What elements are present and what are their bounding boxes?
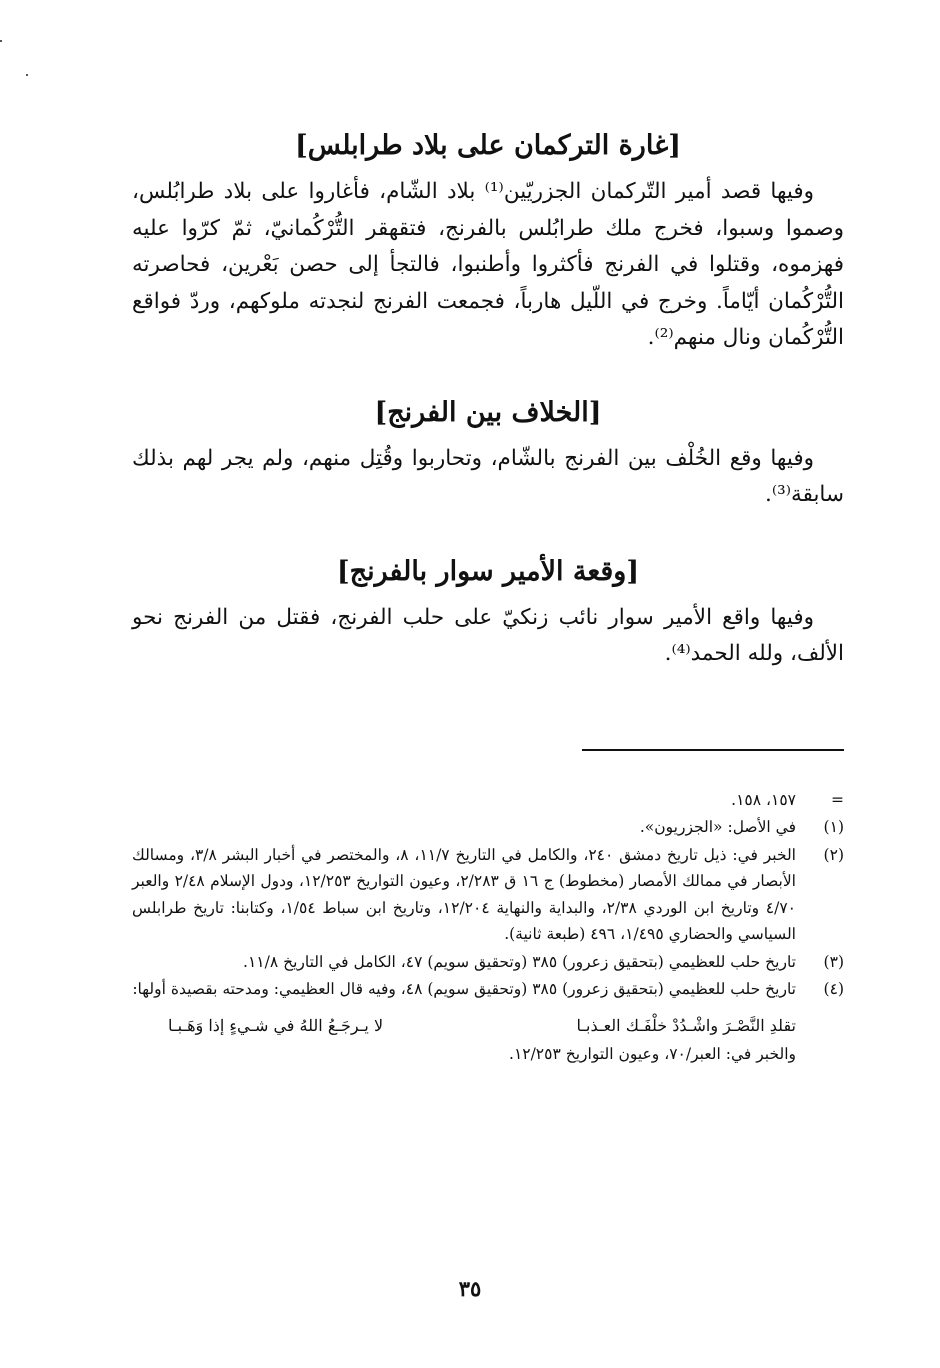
- footnote-marker: =: [831, 790, 844, 809]
- section-paragraph: وفيها واقع الأمير سوار نائب زنكيّ على حلب الفرنج، فقتل من الفرنج نحو الألف، ولله الحمد⁽⁴⁾.: [132, 604, 844, 666]
- footnote: [132, 814, 844, 841]
- footnote-text: الخبر في: ذيل تاريخ دمشق ٢٤٠، والكامل في التاريخ ١١/٧، ٨، والمختصر في أخبار البشر ٣/٨، ومسالك الأبصار في ممالك الأمصار (مخطوط) ج ١٦ ق ٢/٢٨٣، وعيون التواريخ ١٢/٢٥٣، ودول الإسلام ٢/٤٨ والعبر ٤/٧٠ وتاريخ ابن الوردي ٢/٣٨، والبداية والنهاية ١٢/٢٠٤، وتاريخ ابن سباط ١/٥٤، وكتابنا: تاريخ طرابلس السياسي والحضاري ١/٤٩٥، ٤٩٦ (طبعة ثانية).: [132, 845, 796, 943]
- section-heading: [الخلاف بين الفرنج]: [374, 396, 602, 428]
- footnote-divider: [582, 749, 844, 751]
- footnote-number: (١): [823, 818, 844, 836]
- verse-second-hemistich: لا يـرجَـعُ اللهُ في شـيءٍ إذا وَهَـبـا: [168, 1015, 384, 1035]
- scan-mark: [0, 40, 2, 42]
- scan-mark: [26, 74, 28, 76]
- footnote-number: (٣): [823, 952, 844, 971]
- section-paragraph: وفيها وقع الخُلْف بين الفرنج بالشّام، وتحاربوا وقُتِل منهم، ولم يجر لهم بذلك سابقة⁽³⁾.: [132, 445, 844, 507]
- poem-verse: [132, 1011, 844, 1041]
- footnote-text: تاريخ حلب للعظيمي (بتحقيق زعرور) ٣٨٥ (وتحقيق سويم) ٤٨، وفيه قال العظيمي: ومدحته بقصيدة أولها:: [132, 980, 796, 998]
- footnote-number: (٢): [823, 845, 844, 864]
- footnotes: [132, 787, 844, 1067]
- section-heading: [غارة التركمان على بلاد طرابلس]: [295, 130, 681, 161]
- verse-first-hemistich: تقلدِ النَّصْـرَ واشْـدُدْ خلْفَـك العـذبـا: [576, 1015, 796, 1035]
- footnote: [132, 842, 844, 948]
- footnote-text: تاريخ حلب للعظيمي (بتحقيق زعرور) ٣٨٥ (وتحقيق سويم) ٤٧، الكامل في التاريخ ١١/٨.: [243, 952, 796, 971]
- footnote-text: ١٥٧، ١٥٨.: [731, 790, 796, 809]
- footnote-number: (٤): [823, 980, 844, 998]
- page-number: ٣٥: [458, 1276, 482, 1301]
- footnote-continuation: [132, 787, 844, 814]
- page-content: [132, 112, 844, 1067]
- footnote-text: والخبر في: العبر/٧٠، وعيون التواريخ ١٢/٢٥٣.: [509, 1044, 796, 1063]
- section-heading: [وقعة الأمير سوار بالفرنج]: [336, 555, 640, 587]
- footnote-text: في الأصل: «الجزريون».: [639, 818, 796, 836]
- section-paragraph: وفيها قصد أمير التّركمان الجزريّين⁽¹⁾ بلاد الشّام، فأغاروا على بلاد طرابُلس، وصموا وسبوا، فخرج ملك طرابُلس بالفرنج، فتقهقر التُّرْكُمانيّ، ثمّ كرّوا عليه فهزموه، وقتلوا في الفرنج فأكثروا وأطنبوا، فالتجأ إلى حصن بَعْرين، فحاصرته التُّرْكُمان أيّاماً. وخرج في اللّيل هارباً، فجمعت الفرنج لنجدته ملوكهم، وردّ فواقع التُّرْكُمان ونال منهم⁽²⁾.: [132, 179, 844, 350]
- footnote: [132, 976, 844, 1003]
- footnote: [132, 949, 844, 976]
